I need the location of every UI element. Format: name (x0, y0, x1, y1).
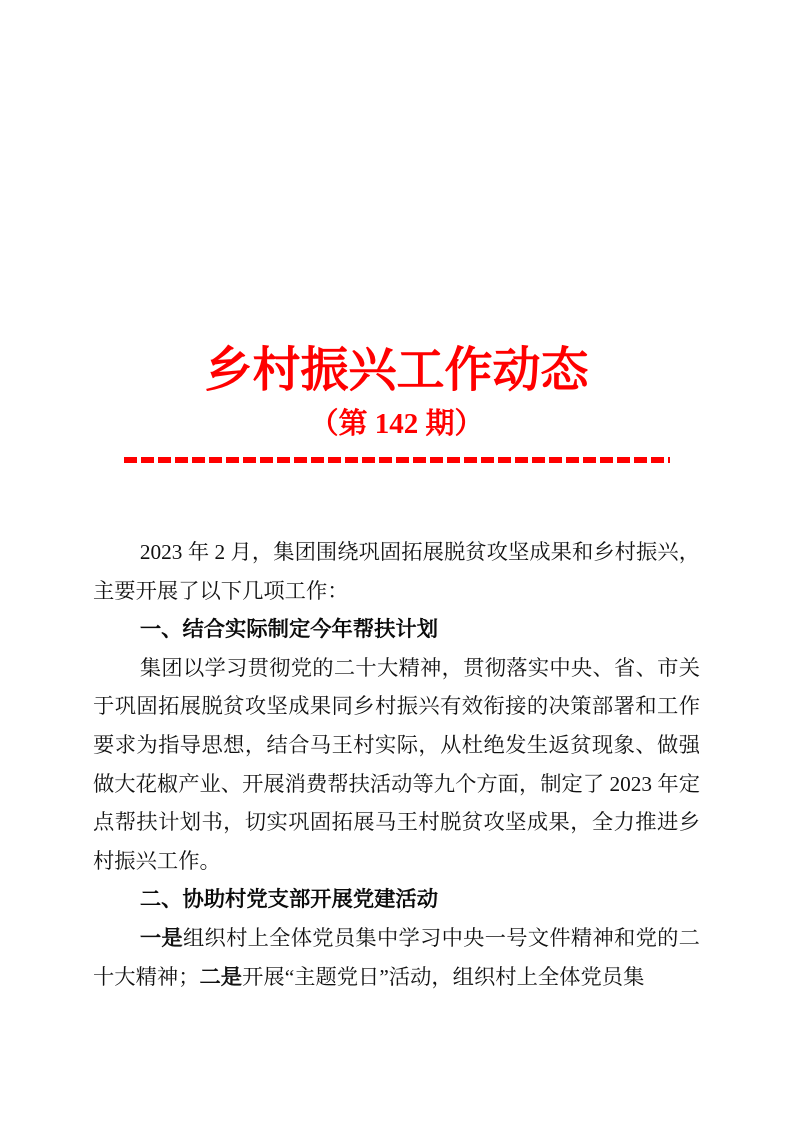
text-run-2: 开展“主题党日”活动，组织村上全体党员集 (242, 964, 645, 989)
red-dashed-divider (124, 457, 670, 463)
section-1-paragraph: 集团以学习贯彻党的二十大精神，贯彻落实中央、省、市关于巩固拓展脱贫攻坚成果同乡村振兴有效衔接的决策部署和工作要求为指导思想，结合马王村实际，从杜绝发生返贫现象、做强做大花椒产业、开展消费帮扶活动等九个方面，制定了 2023 年定点帮扶计划书，切实巩固拓展马王村脱贫攻坚成果，全力推进乡村振兴工作。 (93, 655, 700, 873)
text-run-1: 组织村上全体党员集中学习中央一号文件精神和党的二十大精神； (93, 925, 700, 989)
intro-paragraph: 2023 年 2 月，集团围绕巩固拓展脱贫攻坚成果和乡村振兴，主要开展了以下几项工作： (93, 540, 700, 603)
section-1-heading: 一、结合实际制定今年帮扶计划 (139, 617, 439, 642)
section-2-heading: 二、协助村党支部开展党建活动 (139, 887, 439, 912)
bold-run-yishi: 一是 (139, 925, 183, 950)
newsletter-title: 乡村振兴工作动态 (204, 344, 589, 397)
issue-number: （第 142 期） (309, 408, 484, 440)
masthead (93, 0, 700, 463)
bold-run-ershi: 二是 (199, 964, 243, 989)
section-2-paragraph (93, 919, 700, 996)
document-body (93, 533, 700, 996)
